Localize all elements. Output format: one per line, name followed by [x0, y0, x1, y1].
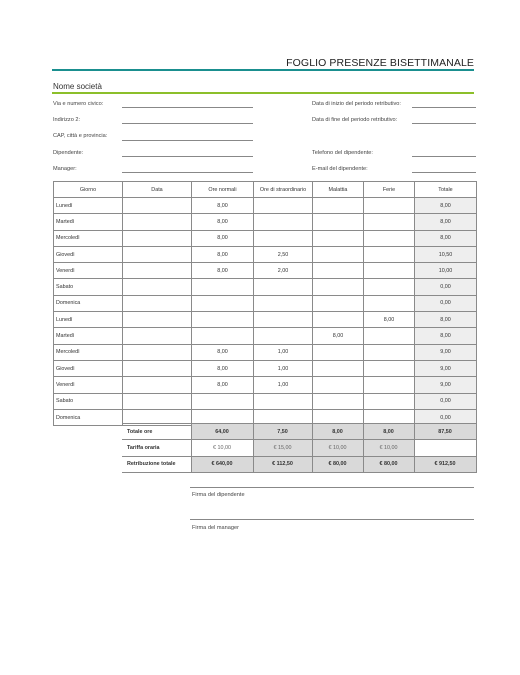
- period-end-label: Data di fine del periodo retributivo:: [312, 117, 398, 123]
- summary-cell: € 640,00: [191, 456, 253, 472]
- total-cell: 9,00: [415, 377, 477, 393]
- hours-cell[interactable]: [313, 295, 364, 311]
- table-row: [54, 328, 477, 344]
- hours-cell[interactable]: [313, 393, 364, 409]
- day-cell: Martedì: [54, 214, 123, 230]
- hours-cell[interactable]: [123, 312, 192, 328]
- summary-cell: € 112,50: [253, 456, 312, 472]
- hours-cell[interactable]: [123, 360, 192, 376]
- hours-cell[interactable]: [254, 279, 313, 295]
- summary-cell: 7,50: [253, 424, 312, 440]
- summary-total-pay-row: [122, 456, 476, 472]
- hours-cell[interactable]: 8,00: [313, 328, 364, 344]
- hours-cell[interactable]: [192, 312, 254, 328]
- hours-cell[interactable]: 1,00: [254, 360, 313, 376]
- hours-cell[interactable]: 2,50: [254, 246, 313, 262]
- title-divider: [52, 69, 474, 71]
- total-cell: 0,00: [415, 279, 477, 295]
- total-cell: 9,00: [415, 344, 477, 360]
- hours-cell[interactable]: [364, 295, 415, 311]
- summary-empty-cell: [414, 440, 476, 456]
- summary-cell[interactable]: € 10,00: [363, 440, 414, 456]
- day-cell: Giovedì: [54, 246, 123, 262]
- summary-cell: 8,00: [312, 424, 363, 440]
- hours-cell[interactable]: [313, 230, 364, 246]
- hours-cell[interactable]: [123, 198, 192, 214]
- hours-cell[interactable]: [192, 279, 254, 295]
- total-cell: 9,00: [415, 360, 477, 376]
- address2-field[interactable]: [122, 123, 253, 124]
- day-cell: Sabato: [54, 393, 123, 409]
- city-label: CAP, città e provincia:: [53, 133, 108, 139]
- hours-cell[interactable]: [313, 377, 364, 393]
- employee-signature-line[interactable]: [190, 487, 474, 488]
- hours-cell[interactable]: [364, 344, 415, 360]
- employee-label: Dipendente:: [53, 150, 84, 156]
- total-cell: 8,00: [415, 328, 477, 344]
- hours-cell[interactable]: [123, 246, 192, 262]
- day-cell: Venerdì: [54, 377, 123, 393]
- period-start-field[interactable]: [412, 107, 476, 108]
- hours-cell[interactable]: [254, 198, 313, 214]
- employee-phone-field[interactable]: [412, 156, 476, 157]
- city-field[interactable]: [122, 140, 253, 141]
- hours-cell[interactable]: 2,00: [254, 263, 313, 279]
- hours-cell[interactable]: [313, 263, 364, 279]
- manager-signature-label: Firma del manager: [192, 525, 239, 531]
- hours-cell[interactable]: 8,00: [192, 214, 254, 230]
- day-cell: Lunedì: [54, 312, 123, 328]
- summary-label: Totale ore: [122, 424, 191, 440]
- hours-cell[interactable]: [313, 312, 364, 328]
- day-cell: Domenica: [54, 409, 123, 425]
- employee-field[interactable]: [122, 156, 253, 157]
- hours-cell[interactable]: [123, 377, 192, 393]
- hours-cell[interactable]: 8,00: [192, 263, 254, 279]
- summary-cell[interactable]: € 10,00: [191, 440, 253, 456]
- col-header-sick: Malattia: [313, 182, 364, 198]
- summary-cell[interactable]: € 15,00: [253, 440, 312, 456]
- hours-cell[interactable]: 1,00: [254, 344, 313, 360]
- table-row: [54, 377, 477, 393]
- employee-email-label: E-mail del dipendente:: [312, 166, 368, 172]
- total-cell: 8,00: [415, 198, 477, 214]
- summary-cell: € 80,00: [312, 456, 363, 472]
- table-row: [54, 295, 477, 311]
- total-cell: 8,00: [415, 230, 477, 246]
- hours-cell[interactable]: 8,00: [192, 230, 254, 246]
- document-title: FOGLIO PRESENZE BISETTIMANALE: [286, 57, 474, 69]
- period-end-field[interactable]: [412, 123, 476, 124]
- hours-cell[interactable]: [254, 393, 313, 409]
- hours-cell[interactable]: [254, 328, 313, 344]
- summary-cell: 8,00: [363, 424, 414, 440]
- day-cell: Venerdì: [54, 263, 123, 279]
- hours-cell[interactable]: [254, 312, 313, 328]
- address2-label: Indirizzo 2:: [53, 117, 81, 123]
- col-header-day: Giorno: [54, 182, 123, 198]
- summary-cell: 87,50: [414, 424, 476, 440]
- employee-signature-label: Firma del dipendente: [192, 492, 245, 498]
- col-header-date: Data: [123, 182, 192, 198]
- hours-cell[interactable]: [254, 230, 313, 246]
- hours-cell[interactable]: [123, 328, 192, 344]
- summary-label: Tariffa oraria: [122, 440, 191, 456]
- hours-cell[interactable]: [123, 230, 192, 246]
- summary-table: [122, 423, 477, 473]
- hours-cell[interactable]: [254, 295, 313, 311]
- summary-hourly-rate-row: [122, 440, 476, 456]
- hours-cell[interactable]: 8,00: [364, 312, 415, 328]
- hours-cell[interactable]: [192, 328, 254, 344]
- total-cell: 10,50: [415, 246, 477, 262]
- hours-cell[interactable]: [123, 393, 192, 409]
- hours-cell[interactable]: [364, 328, 415, 344]
- hours-cell[interactable]: [364, 279, 415, 295]
- hours-cell[interactable]: 8,00: [192, 377, 254, 393]
- company-name[interactable]: Nome società: [53, 82, 102, 91]
- summary-total-hours-row: [122, 424, 476, 440]
- hours-cell[interactable]: [313, 360, 364, 376]
- total-cell: 8,00: [415, 214, 477, 230]
- col-header-vacation: Ferie: [364, 182, 415, 198]
- employee-email-field[interactable]: [412, 172, 476, 173]
- table-row: [54, 263, 477, 279]
- street-label: Via e numero civico:: [53, 101, 104, 107]
- summary-cell: 64,00: [191, 424, 253, 440]
- hours-cell[interactable]: [364, 198, 415, 214]
- total-cell: 8,00: [415, 312, 477, 328]
- total-cell: 0,00: [415, 295, 477, 311]
- day-cell: Mercoledì: [54, 230, 123, 246]
- table-row: [54, 214, 477, 230]
- hours-cell[interactable]: [123, 214, 192, 230]
- hours-cell[interactable]: [123, 344, 192, 360]
- hours-cell[interactable]: [364, 263, 415, 279]
- total-cell: 0,00: [415, 409, 477, 425]
- hours-cell[interactable]: 8,00: [192, 198, 254, 214]
- hours-cell[interactable]: [254, 214, 313, 230]
- period-start-label: Data di inizio del periodo retributivo:: [312, 101, 401, 107]
- hours-cell[interactable]: [313, 279, 364, 295]
- day-cell: Sabato: [54, 279, 123, 295]
- day-cell: Domenica: [54, 295, 123, 311]
- hours-cell[interactable]: 8,00: [192, 360, 254, 376]
- hours-cell[interactable]: [123, 279, 192, 295]
- hours-cell[interactable]: [313, 246, 364, 262]
- hours-cell[interactable]: [313, 344, 364, 360]
- summary-cell: € 912,50: [414, 456, 476, 472]
- hours-cell[interactable]: [364, 230, 415, 246]
- manager-signature-line[interactable]: [190, 519, 474, 520]
- table-row: [54, 312, 477, 328]
- table-row: [54, 230, 477, 246]
- day-cell: Lunedì: [54, 198, 123, 214]
- summary-cell[interactable]: € 10,00: [312, 440, 363, 456]
- summary-label: Retribuzione totale: [122, 456, 191, 472]
- timesheet-table: [53, 181, 477, 426]
- col-header-total: Totale: [415, 182, 477, 198]
- hours-cell[interactable]: [364, 393, 415, 409]
- company-divider: [52, 92, 474, 94]
- col-header-overtime: Ore di straordinario: [254, 182, 313, 198]
- hours-cell[interactable]: [313, 214, 364, 230]
- manager-label: Manager:: [53, 166, 77, 172]
- hours-cell[interactable]: 8,00: [192, 246, 254, 262]
- table-row: [54, 393, 477, 409]
- table-row: [54, 344, 477, 360]
- total-cell: 0,00: [415, 393, 477, 409]
- hours-cell[interactable]: [123, 295, 192, 311]
- hours-cell[interactable]: [192, 295, 254, 311]
- manager-field[interactable]: [122, 172, 253, 173]
- hours-cell[interactable]: [192, 393, 254, 409]
- table-row: [54, 360, 477, 376]
- table-row: [54, 279, 477, 295]
- hours-cell[interactable]: [364, 360, 415, 376]
- street-field[interactable]: [122, 107, 253, 108]
- hours-cell[interactable]: [313, 198, 364, 214]
- hours-cell[interactable]: [123, 263, 192, 279]
- hours-cell[interactable]: [364, 246, 415, 262]
- total-cell: 10,00: [415, 263, 477, 279]
- summary-cell: € 80,00: [363, 456, 414, 472]
- hours-cell[interactable]: [364, 377, 415, 393]
- hours-cell[interactable]: 1,00: [254, 377, 313, 393]
- hours-cell[interactable]: 8,00: [192, 344, 254, 360]
- employee-phone-label: Telefono del dipendente:: [312, 150, 373, 156]
- day-cell: Giovedì: [54, 360, 123, 376]
- table-row: [54, 246, 477, 262]
- table-row: [54, 198, 477, 214]
- col-header-regular: Ore normali: [192, 182, 254, 198]
- day-cell: Martedì: [54, 328, 123, 344]
- day-cell: Mercoledì: [54, 344, 123, 360]
- hours-cell[interactable]: [364, 214, 415, 230]
- table-header-row: [54, 182, 477, 198]
